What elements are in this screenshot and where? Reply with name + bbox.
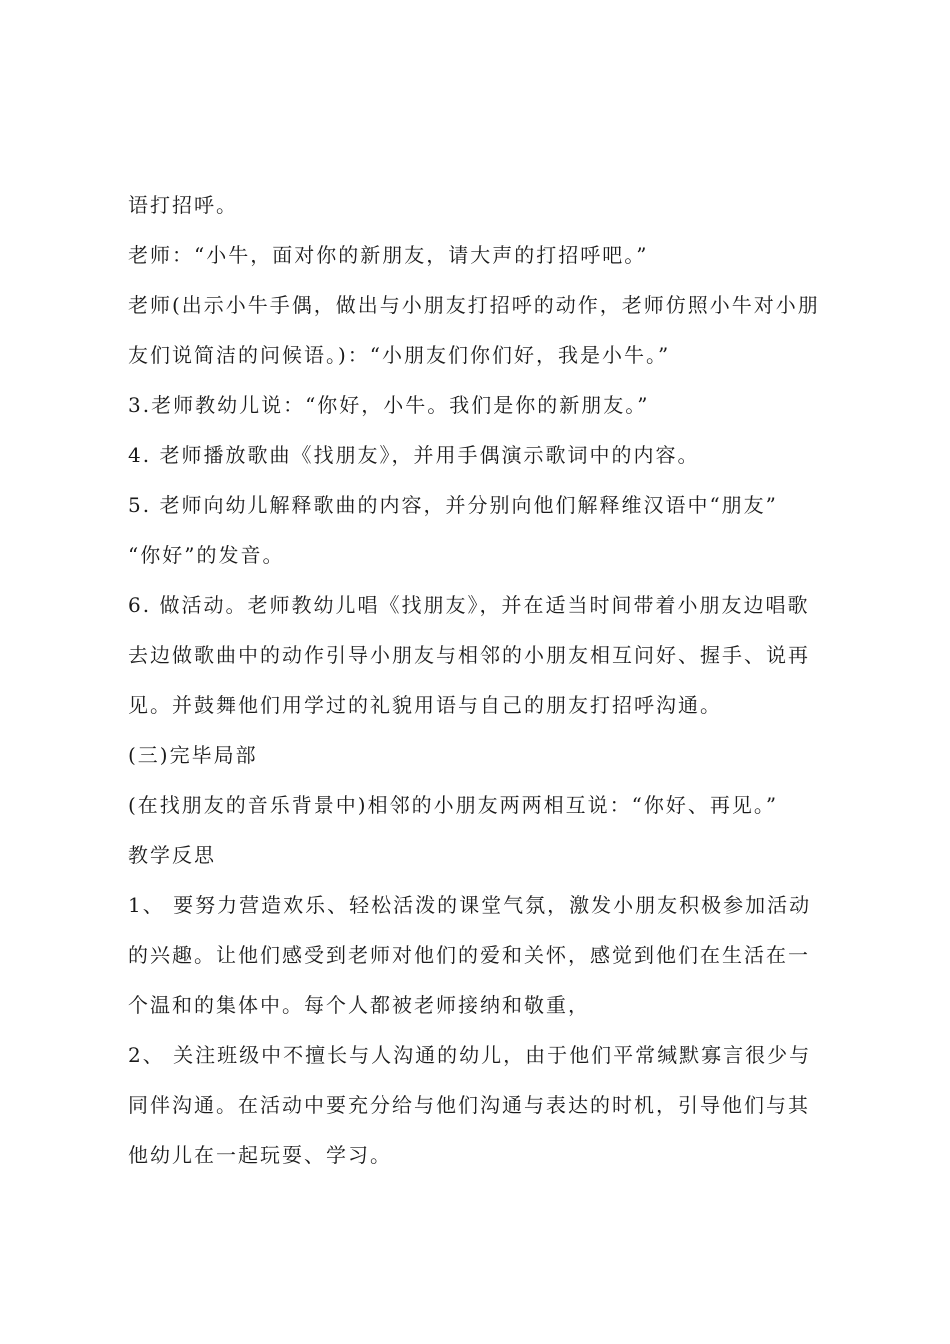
text-line: 语打招呼。 <box>128 193 238 217</box>
section-heading: (三)完毕局部 <box>128 743 258 767</box>
text-line: 友们说简洁的问候语。)：“小朋友们你们好，我是小牛。” <box>128 343 671 367</box>
text-line: 同伴沟通。在活动中要充分给与他们沟通与表达的时机，引导他们与其 <box>128 1093 810 1117</box>
text-line: 4. 老师播放歌曲《找朋友》，并用手偶演示歌词中的内容。 <box>128 443 700 467</box>
text-line: 6. 做活动。老师教幼儿唱《找朋友》，并在适当时间带着小朋友边唱歌 <box>128 593 810 617</box>
text-line: 去边做歌曲中的动作引导小朋友与相邻的小朋友相互问好、握手、说再 <box>128 643 810 667</box>
text-line: (在找朋友的音乐背景中)相邻的小朋友两两相互说：“你好、再见。” <box>128 793 779 817</box>
text-line: 老师(出示小牛手偶，做出与小朋友打招呼的动作，老师仿照小牛对小朋 <box>128 293 820 317</box>
text-line: “你好”的发音。 <box>128 543 285 567</box>
text-line: 2、 关注班级中不擅长与人沟通的幼儿，由于他们平常缄默寡言很少与 <box>128 1043 812 1067</box>
text-line: 5. 老师向幼儿解释歌曲的内容，并分别向他们解释维汉语中“朋友” <box>128 493 778 517</box>
text-line: 他幼儿在一起玩耍、学习。 <box>128 1143 392 1167</box>
document-body <box>128 180 840 1180</box>
text-line: 3.老师教幼儿说：“你好，小牛。我们是你的新朋友。” <box>128 393 650 417</box>
text-line: 的兴趣。让他们感受到老师对他们的爱和关怀，感觉到他们在生活在一 <box>128 943 810 967</box>
section-heading: 教学反思 <box>128 843 216 867</box>
text-line: 1、 要努力营造欢乐、轻松活泼的课堂气氛，激发小朋友积极参加活动 <box>128 893 812 917</box>
text-line: 见。并鼓舞他们用学过的礼貌用语与自己的朋友打招呼沟通。 <box>128 693 722 717</box>
text-line: 个温和的集体中。每个人都被老师接纳和敬重， <box>128 993 590 1017</box>
text-line: 老师：“小牛，面对你的新朋友，请大声的打招呼吧。” <box>128 243 649 267</box>
